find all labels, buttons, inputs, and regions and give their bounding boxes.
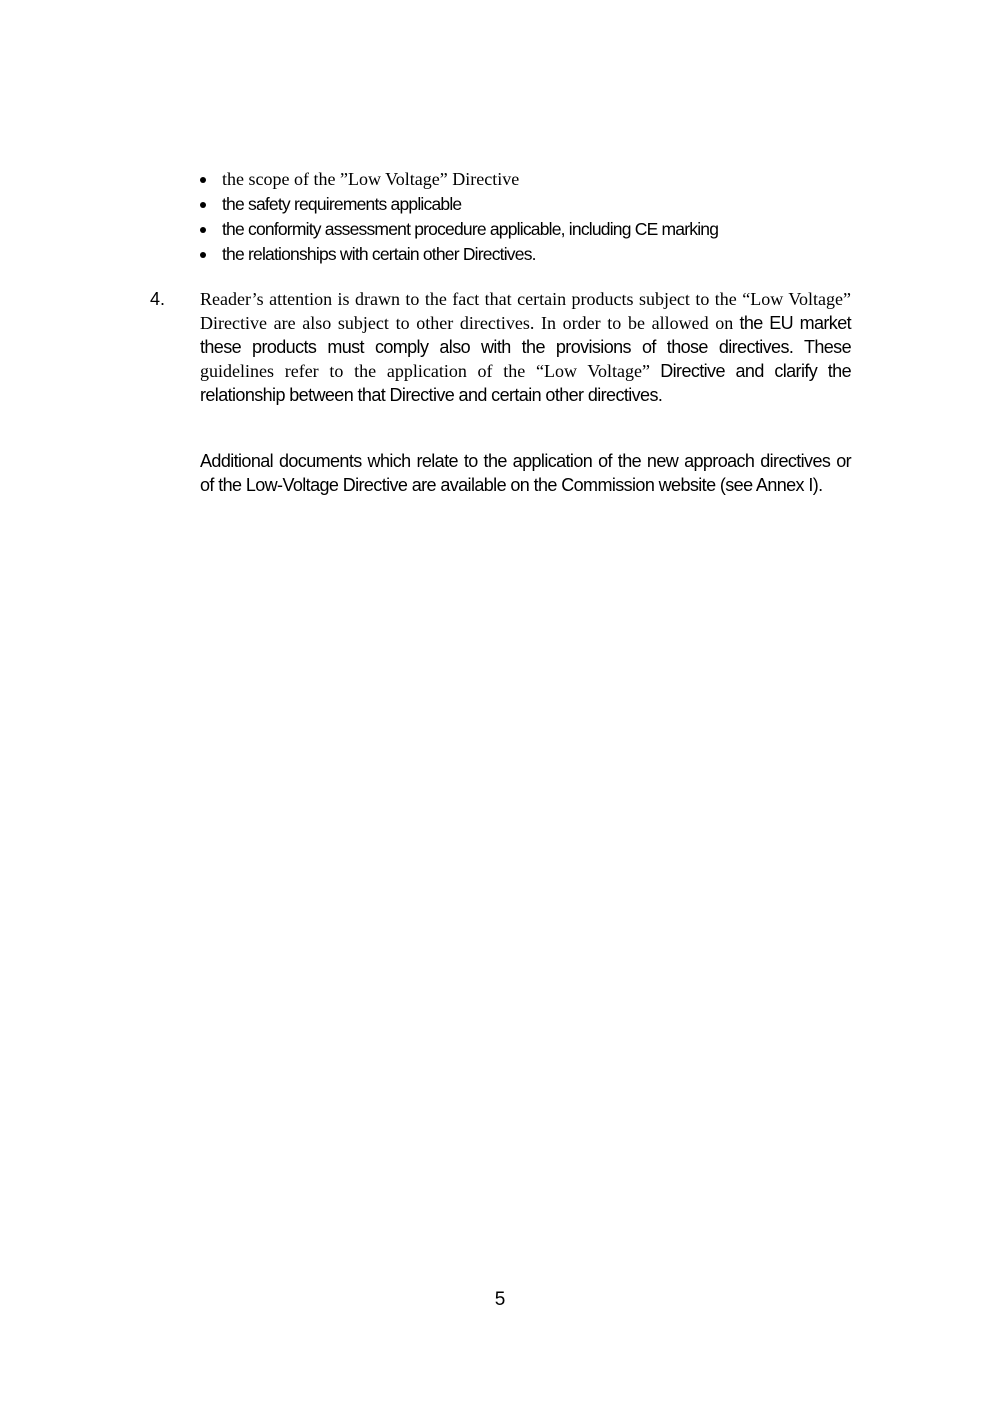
bullet-dot-icon bbox=[200, 177, 206, 183]
bullet-item-scope bbox=[200, 167, 860, 192]
paragraph-4-sans-1: the EU market these products must comply also with the provisions of those directives. These bbox=[200, 313, 852, 357]
paragraph-4-sans-2: Directive and clarify the relationship between that Directive and certain other directives. bbox=[200, 361, 852, 405]
bullet-text: the conformity assessment procedure applicable, including CE marking bbox=[222, 219, 719, 239]
bullet-dot-icon bbox=[200, 202, 206, 208]
paragraph-additional-documents bbox=[200, 450, 851, 498]
paragraph-number: 4. bbox=[150, 289, 166, 309]
bullet-item-relationships bbox=[200, 242, 860, 267]
bullet-item-safety bbox=[200, 192, 860, 217]
bullet-dot-icon bbox=[200, 227, 206, 233]
paragraph-4-serif-1: Reader’s attention is drawn to the fact that certain products subject to the “Low Voltage” Directive are also subject to other directives. In order to be allowed on bbox=[200, 289, 851, 333]
paragraph-4 bbox=[200, 288, 851, 408]
bullet-item-conformity bbox=[200, 217, 860, 242]
bullet-text: the scope of the ”Low Voltage” Directive bbox=[222, 169, 520, 189]
bullet-text: the relationships with certain other Directives. bbox=[222, 244, 536, 264]
paragraph-4-serif-2: guidelines refer to the application of the “Low Voltage” bbox=[200, 361, 651, 381]
bullet-list bbox=[200, 167, 860, 267]
bullet-text: the safety requirements applicable bbox=[222, 194, 462, 214]
paragraph-additional-text: Additional documents which relate to the application of the new approach directives or of the Low-Voltage Directive are available on the Commission website (see Annex I). bbox=[200, 451, 851, 495]
bullet-dot-icon bbox=[200, 252, 206, 258]
page-number: 5 bbox=[494, 1289, 506, 1310]
